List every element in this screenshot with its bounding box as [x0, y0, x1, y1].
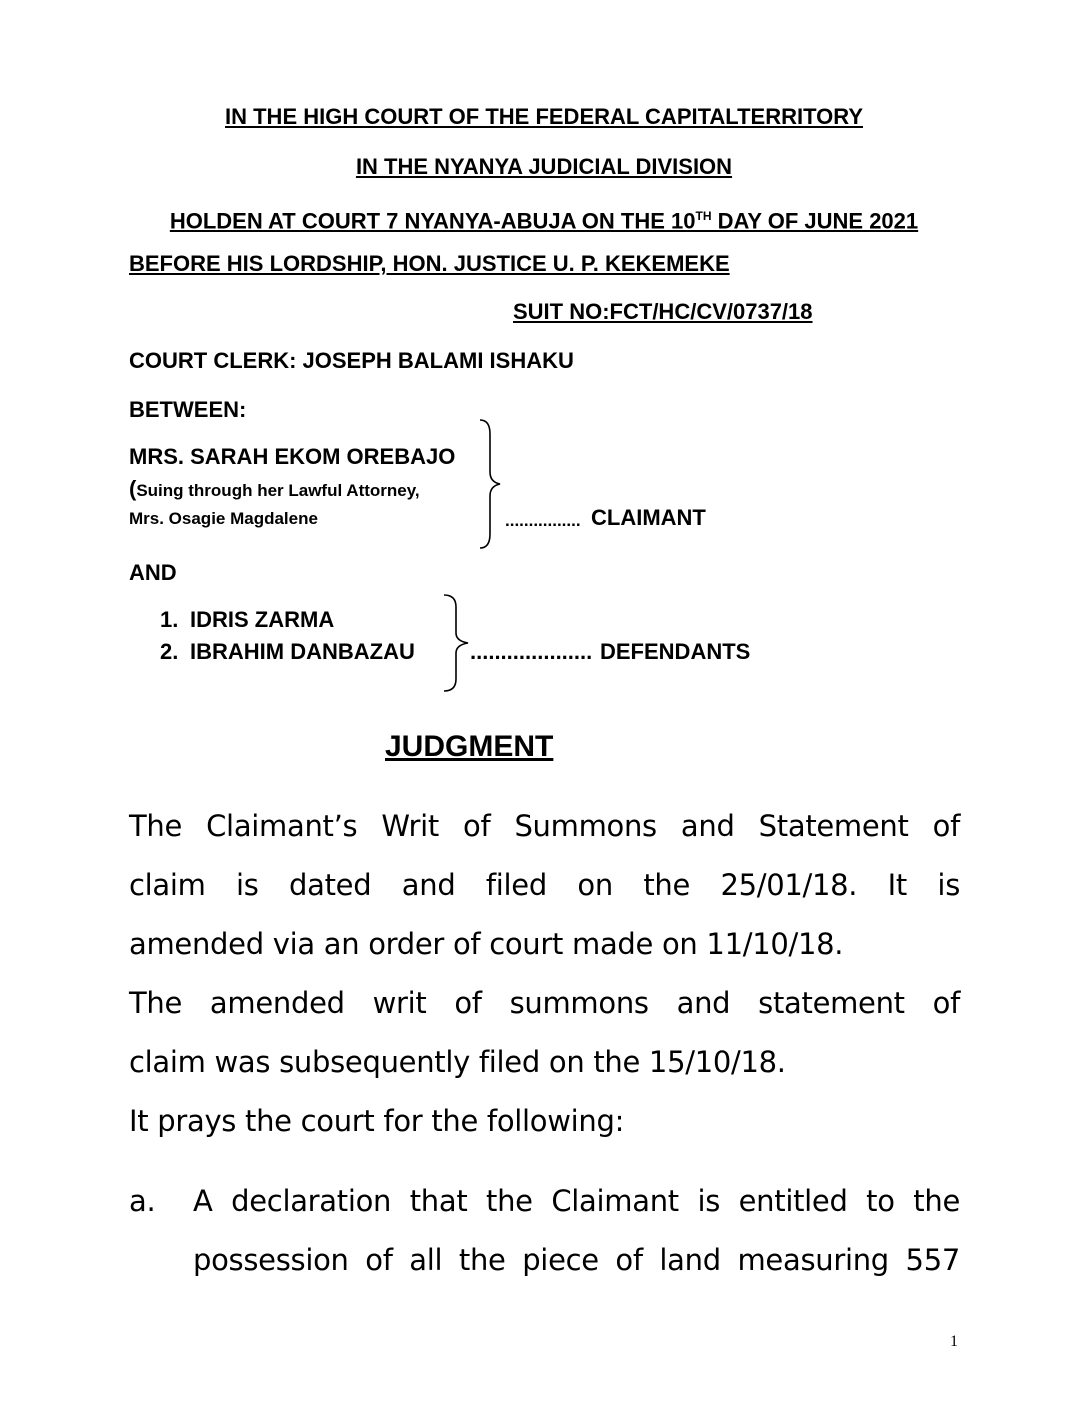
suit-number: SUIT NO:FCT/HC/CV/0737/18 — [513, 299, 813, 324]
claimant-label: CLAIMANT — [591, 505, 706, 530]
defendant-1-name: IDRIS ZARMA — [190, 607, 335, 632]
item-a-label: a. — [129, 1184, 156, 1218]
claimant-dots: ................ — [505, 511, 581, 530]
body-line-4: The amended writ of summons and statement of — [129, 986, 960, 1020]
defendant-2-number: 2. — [160, 639, 179, 664]
defendant-1-number: 1. — [160, 607, 179, 632]
body-line-3: amended via an order of court made on 11/10/18. — [129, 927, 844, 961]
claimant-note-line1: (Suing through her Lawful Attorney, — [129, 476, 420, 501]
body-line-6: It prays the court for the following: — [129, 1104, 625, 1138]
claimant-note-line2: Mrs. Osagie Magdalene — [129, 509, 318, 528]
holden-heading: HOLDEN AT COURT 7 NYANYA-ABUJA ON THE 10TH DAY OF JUNE 2021 — [169, 208, 919, 234]
before-heading: BEFORE HIS LORDSHIP, HON. JUSTICE U. P. KEKEMEKE — [129, 251, 730, 276]
item-a-line-2: possession of all the piece of land measuring 557 — [193, 1243, 960, 1277]
page-number: 1 — [950, 1333, 958, 1350]
division-heading: IN THE NYANYA JUDICIAL DIVISION — [355, 154, 733, 179]
defendants-brace — [440, 593, 472, 693]
item-a-line-1: A declaration that the Claimant is entitled to the — [193, 1184, 960, 1218]
defendants-label: DEFENDANTS — [600, 639, 751, 664]
body-line-2: claim is dated and filed on the 25/01/18. It is — [129, 868, 960, 902]
defendant-2-name: IBRAHIM DANBAZAU — [190, 639, 415, 664]
body-line-1: The Claimant’s Writ of Summons and Statement of — [129, 809, 960, 843]
between-label: BETWEEN: — [129, 397, 247, 422]
claimant-brace — [476, 418, 506, 550]
judgment-title: JUDGMENT — [385, 730, 554, 763]
body-line-5: claim was subsequently filed on the 15/10/18. — [129, 1045, 786, 1079]
court-heading: IN THE HIGH COURT OF THE FEDERAL CAPITALTERRITORY — [225, 104, 863, 129]
defendants-dots: .................... — [470, 639, 593, 664]
and-label: AND — [129, 560, 177, 585]
claimant-name: MRS. SARAH EKOM OREBAJO — [129, 444, 456, 469]
court-clerk: COURT CLERK: JOSEPH BALAMI ISHAKU — [129, 348, 574, 373]
